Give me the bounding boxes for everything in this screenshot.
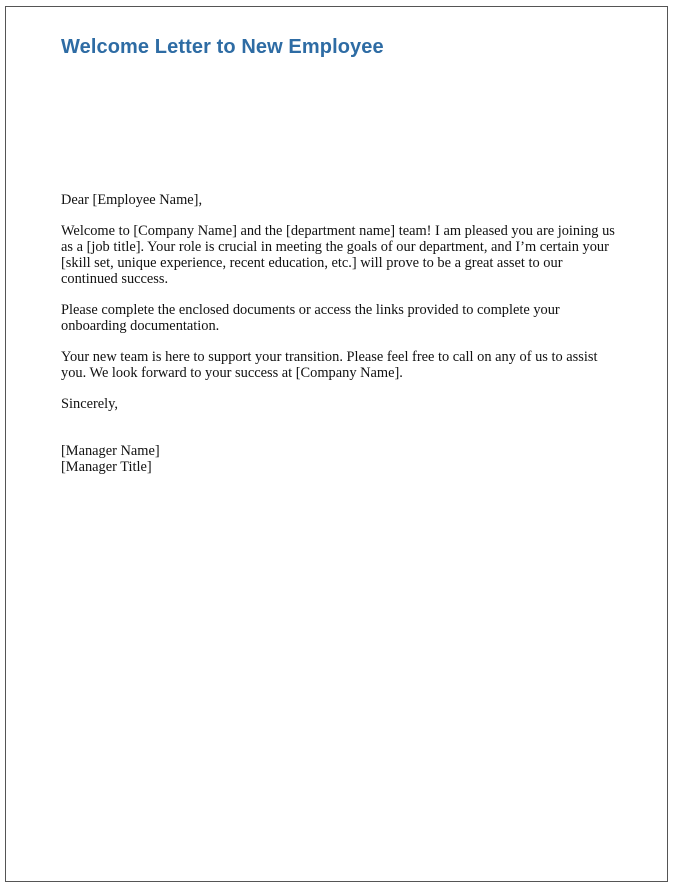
salutation: Dear [Employee Name], [61, 192, 203, 208]
manager-name: [Manager Name] [61, 443, 160, 459]
manager-title: [Manager Title] [61, 459, 152, 475]
paragraph-support: Your new team is here to support your transition. Please feel free to call on any of us to assist you. We look forward to your success at [Company Name]. [61, 349, 598, 381]
closing: Sincerely, [61, 396, 119, 412]
letter-body [61, 192, 621, 475]
document-title: Welcome Letter to New Employee [61, 36, 384, 58]
paragraph-welcome: Welcome to [Company Name] and the [department name] team! I am pleased you are joining us as a [job title]. Your role is crucial in meeting the goals of our department, and I’m certain your [skill set, unique experience, recent education, etc.] will prove to be a great asset to our continued success. [61, 223, 615, 287]
document-page [5, 6, 668, 882]
paragraph-documents: Please complete the enclosed documents or access the links provided to complete your onboarding documentation. [61, 302, 560, 334]
signature-block [61, 443, 621, 475]
